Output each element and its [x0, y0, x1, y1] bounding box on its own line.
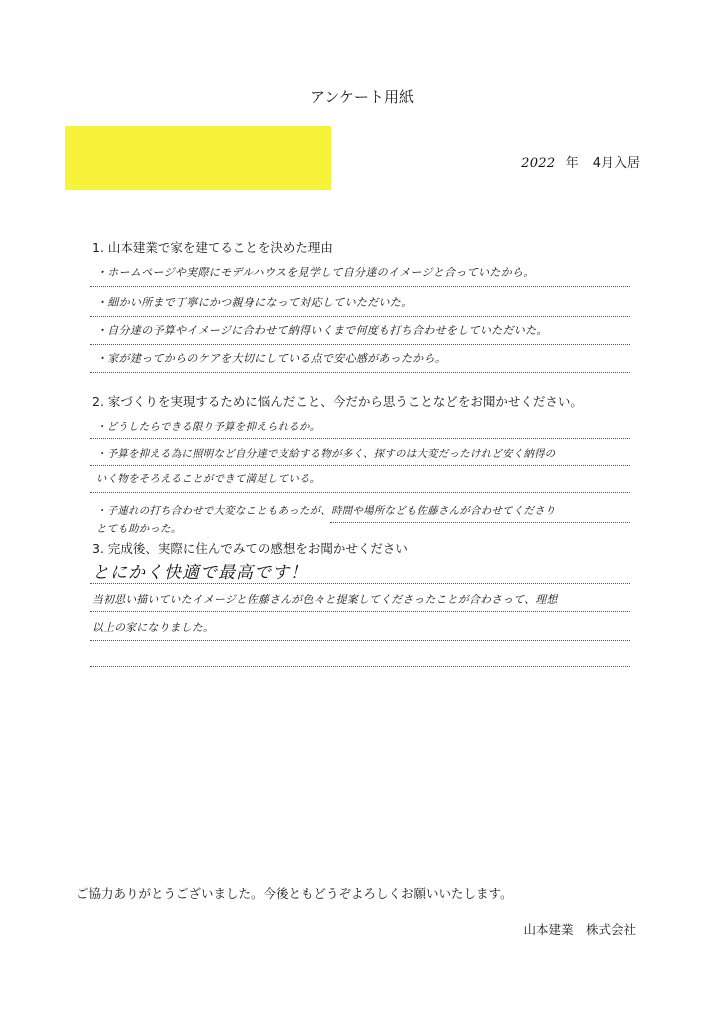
- q3-answer-headline: とにかく快適で最高です！: [92, 563, 308, 583]
- q2-answer-3-cont: とても助かった。: [96, 523, 182, 535]
- answer-rule: [90, 372, 630, 373]
- answer-rule: [90, 611, 630, 612]
- q2-answer-3: ・子連れの打ち合わせで大変なこともあったが、時間や場所なども佐藤さんが合わせてくださり: [96, 505, 556, 517]
- q2-answer-2-cont: いく物をそろえることができて満足している。: [96, 473, 321, 485]
- move-in-year: 2022: [521, 156, 556, 171]
- move-in-month: 4月入居: [592, 156, 640, 171]
- page-title: アンケート用紙: [309, 88, 415, 106]
- q3-answer-2: 当初思い描いていたイメージと佐藤さんが色々と提案してくださったことが合わさって、理想: [92, 593, 558, 606]
- thanks-message: ご協力ありがとうございました。今後ともどうぞよろしくお願いいたします。: [76, 886, 513, 901]
- move-in-year-unit: 年: [565, 156, 579, 171]
- answer-rule: [90, 316, 630, 317]
- answer-rule: [90, 583, 630, 584]
- answer-rule: [90, 640, 630, 641]
- company-name: 山本建業 株式会社: [523, 922, 636, 937]
- q2-answer-2: ・予算を抑える為に照明など自分達で支給する物が多く、探すのは大変だったけれど安く納得の: [96, 448, 556, 460]
- q1-answer-1: ・ホームページや実際にモデルハウスを見学して自分達のイメージと合っていたから。: [96, 266, 535, 279]
- answer-rule: [90, 465, 630, 466]
- question-1-label: 1. 山本建業で家を建てることを決めた理由: [92, 240, 333, 255]
- answer-rule: [90, 492, 630, 493]
- answer-rule: [90, 286, 630, 287]
- move-in-date: [521, 152, 640, 171]
- answer-rule: [330, 522, 630, 523]
- q1-answer-3: ・自分達の予算やイメージに合わせて納得いくまで何度も打ち合わせをしていただいた。: [96, 324, 548, 337]
- answer-rule: [90, 666, 630, 667]
- question-3-label: 3. 完成後、実際に住んでみての感想をお聞かせください: [92, 541, 408, 556]
- q1-answer-2: ・細かい所まで丁寧にかつ親身になって対応していただいた。: [96, 296, 413, 309]
- question-2-label: 2. 家づくりを実現するために悩んだこと、今だから思うことなどをお聞かせください。: [92, 394, 583, 409]
- redaction-block: [65, 126, 331, 190]
- q1-answer-4: ・家が建ってからのケアを大切にしている点で安心感があったから。: [96, 352, 447, 365]
- answer-rule: [90, 438, 630, 439]
- q2-answer-1: ・どうしたらできる限り予算を抑えられるか。: [96, 421, 321, 433]
- answer-rule: [90, 344, 630, 345]
- q3-answer-3: 以上の家になりました。: [92, 621, 215, 634]
